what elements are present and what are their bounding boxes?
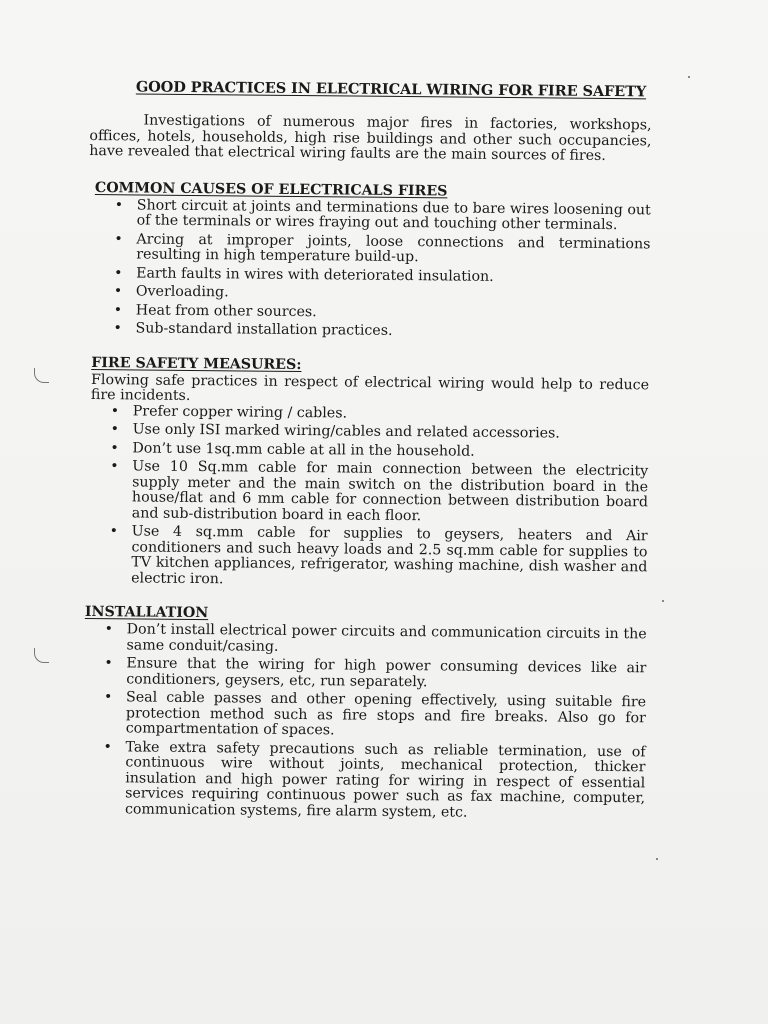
list-item: • Don’t use 1sq.mm cable at all in the household.	[132, 441, 648, 461]
fire-safety-heading: FIRE SAFETY MEASURES:	[91, 354, 302, 373]
scan-speck	[688, 76, 690, 78]
scan-speck	[662, 600, 664, 602]
list-item: • Use 4 sq.mm cable for supplies to geysers, heaters and Air conditioners and such heavy loads and 2.5 sq.mm cable for supplies to TV kitchen appliances, refrigerator, washing machine, dish washer and electric iron.	[131, 524, 648, 591]
scan-speck	[656, 858, 658, 860]
list-item: • Use 10 Sq.mm cable for main connection between the electricity supply meter and the main switch on the distribution board in the house/flat and 6 mm cable for connection between distribution board and sub-distribution board in each floor.	[132, 459, 649, 526]
causes-heading: COMMON CAUSES OF ELECTRICALS FIRES	[94, 179, 448, 199]
fire-safety-list	[89, 404, 649, 592]
list-item: • Use only ISI marked wiring/cables and related accessories.	[133, 422, 649, 442]
list-item: • Arcing at improper joints, loose connections and terminations resulting in high temperature build-up.	[136, 232, 650, 268]
list-item: • Ensure that the wiring for high power consuming devices like air conditioners, geysers, etc, run separately.	[126, 656, 646, 692]
causes-list	[94, 198, 651, 342]
installation-list	[83, 622, 647, 822]
list-item: • Prefer copper wiring / cables.	[133, 404, 649, 424]
binder-hole-mark-upper	[34, 368, 49, 383]
causes-section	[94, 180, 651, 342]
intro-paragraph: Investigations of numerous major fires in factories, workshops, offices, hotels, households, high rise buildings and other such occupancies, have revealed that electrical wiring faults are the main sources of fires.	[89, 112, 652, 164]
installation-section	[83, 604, 647, 822]
list-item: • Earth faults in wires with deteriorated insulation.	[136, 266, 650, 286]
list-item: • Don’t install electrical power circuits and communication circuits in the same conduit/casing.	[126, 622, 646, 658]
list-item: • Heat from other sources.	[136, 303, 650, 323]
list-item: • Short circuit at joints and terminations due to bare wires loosening out of the terminals or wires fraying out and touching other terminals.	[137, 198, 651, 234]
list-item: • Seal cable passes and other opening effectively, using suitable fire protection method such as fire stops and fire breaks. Also go for compartmentation of spaces.	[126, 690, 646, 741]
list-item: • Overloading.	[136, 284, 650, 304]
binder-hole-mark-lower	[34, 648, 49, 663]
list-item: • Sub-standard installation practices.	[136, 321, 650, 341]
list-item: • Take extra safety precautions such as reliable termination, use of continuous wire without joints, mechanical protection, thicker insulation and high power rating for wiring in respect of essential services requiring continuous power such as fax machine, computer, communication systems, fire alarm system, etc.	[125, 740, 646, 822]
document-title: GOOD PRACTICES IN ELECTRICAL WIRING FOR FIRE SAFETY	[135, 78, 647, 101]
fire-safety-intro: Flowing safe practices in respect of electrical wiring would help to reduce fire incidents.	[90, 371, 650, 404]
fire-safety-section	[89, 355, 649, 592]
document-body	[83, 78, 652, 840]
installation-heading: INSTALLATION	[84, 603, 209, 622]
